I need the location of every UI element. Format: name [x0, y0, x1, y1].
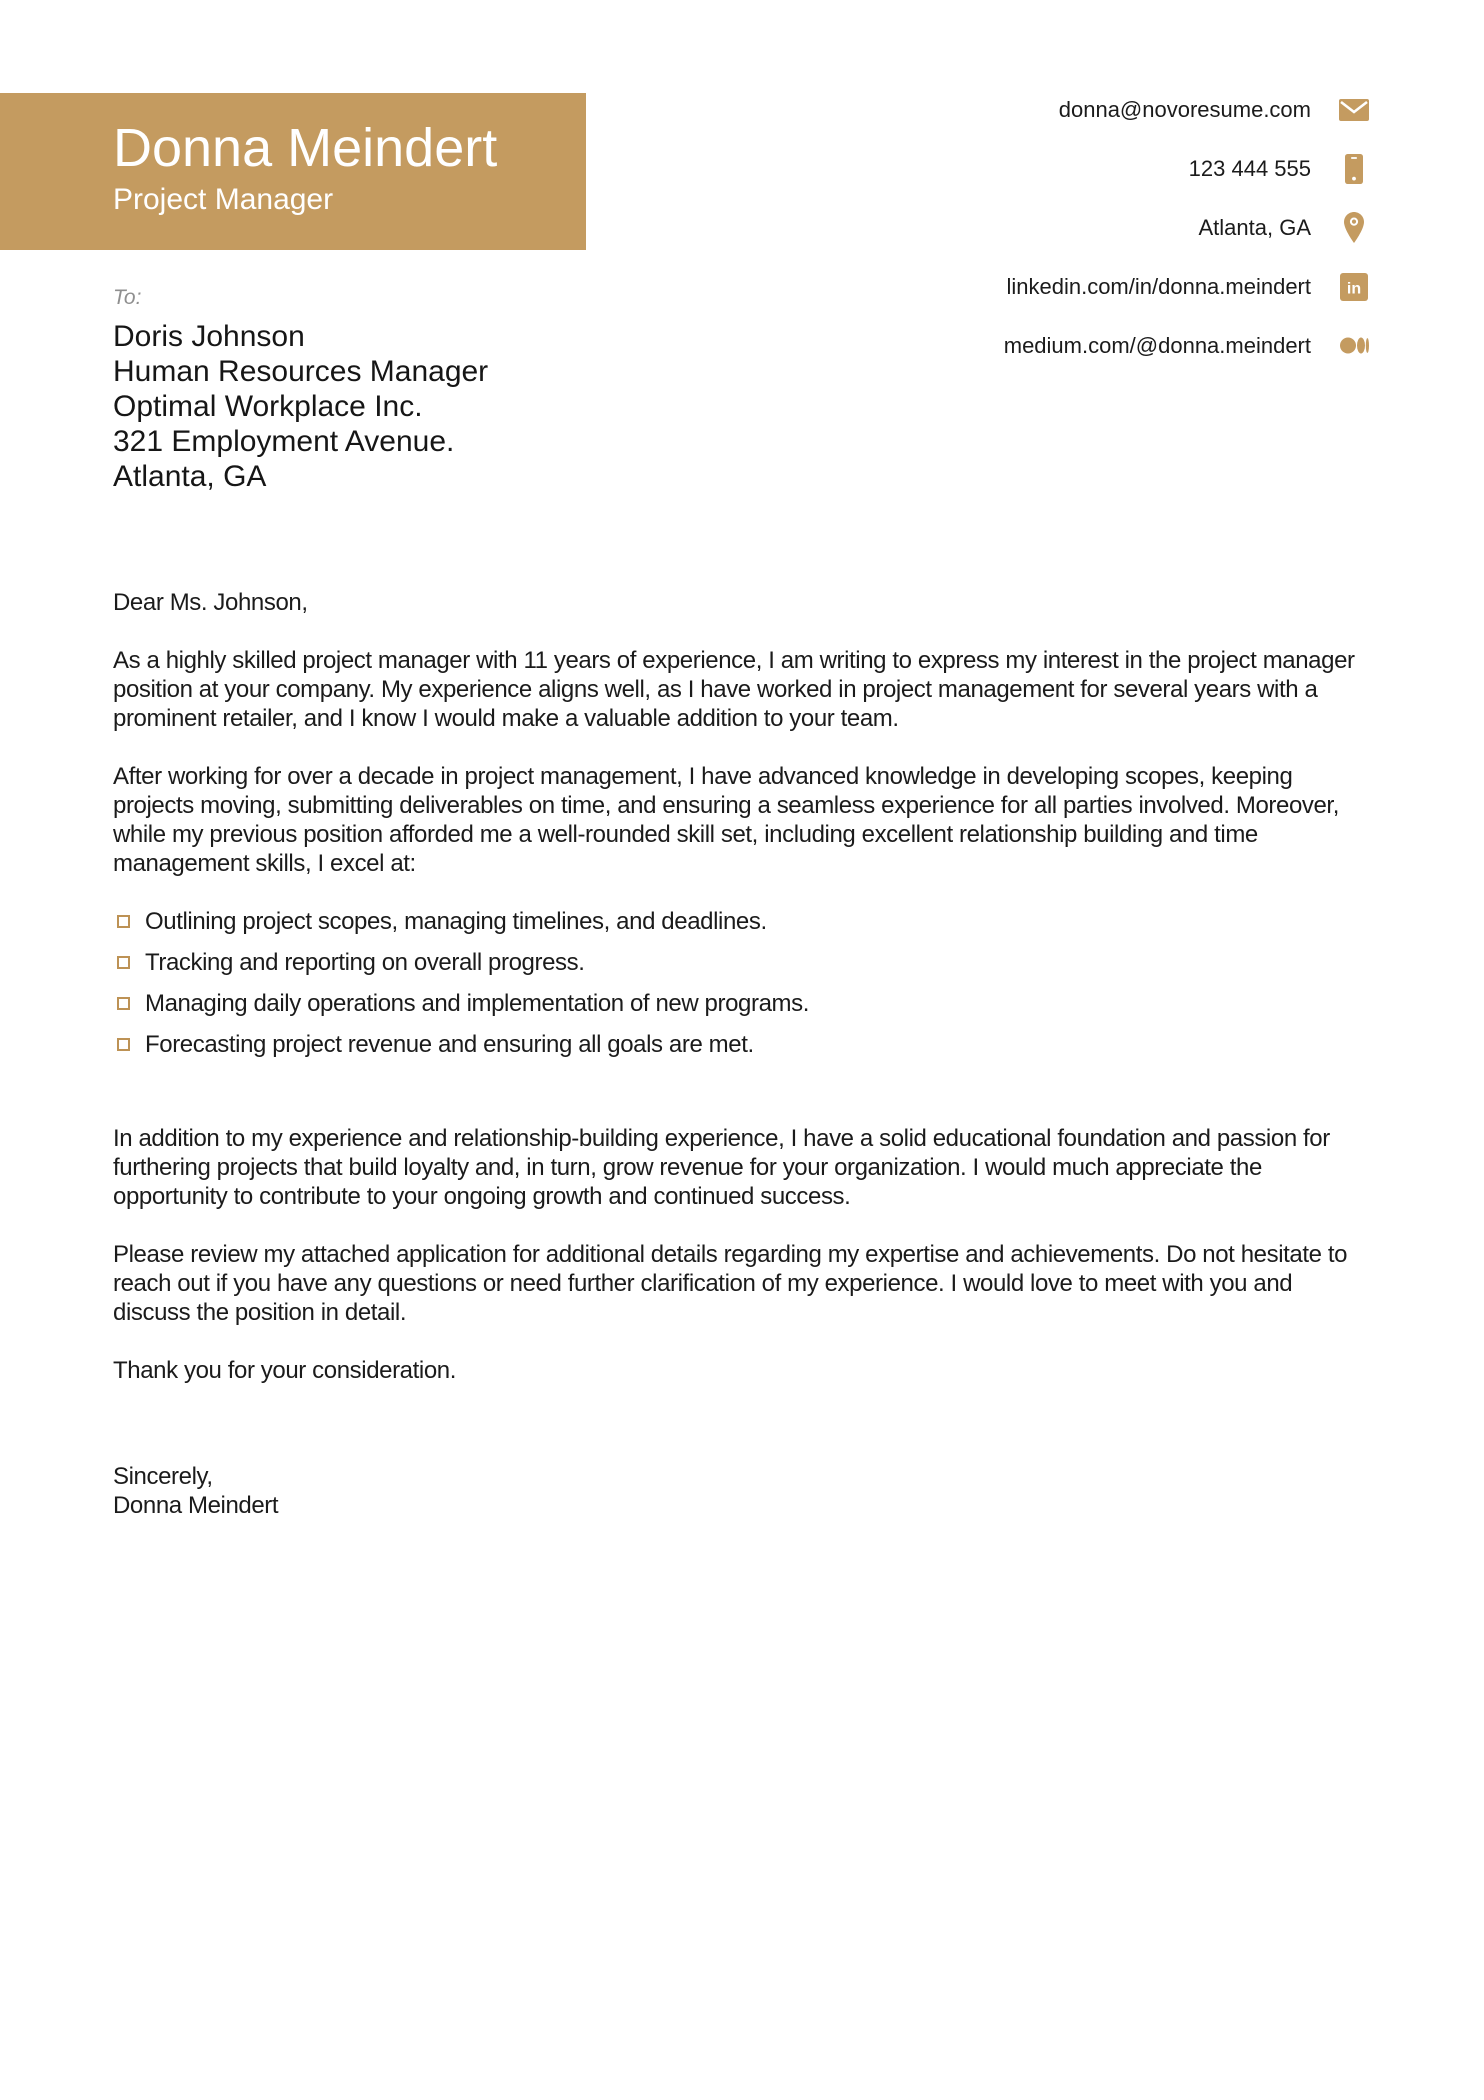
list-item [113, 989, 1375, 1018]
square-bullet-icon [117, 997, 130, 1010]
person-job-title: Project Manager [113, 183, 334, 216]
list-item [113, 1030, 1375, 1059]
skills-list [113, 907, 1375, 1059]
paragraph-experience: After working for over a decade in project management, I have advanced knowledge in developing scopes, keeping projects moving, submitting deliverables on time, and ensuring a seamless experience for all parties involved. Moreover, while my previous position afforded me a well-rounded skill set, including excellent relationship building and time management skills, I excel at: [113, 763, 1339, 877]
email-icon [1337, 99, 1371, 121]
square-bullet-icon [117, 1038, 130, 1051]
phone-icon [1337, 154, 1371, 184]
contact-item-phone [1004, 139, 1371, 198]
letter-body [113, 588, 1375, 1520]
contact-item-location [1004, 198, 1371, 257]
phone-number: 123 444 555 [1188, 155, 1311, 181]
square-bullet-icon [117, 915, 130, 928]
list-item-text: Outlining project scopes, managing timelines, and deadlines. [145, 908, 767, 935]
list-item [113, 907, 1375, 936]
location-text: Atlanta, GA [1198, 214, 1311, 240]
to-label: To: [113, 286, 142, 309]
closing-line: Sincerely, [113, 1463, 213, 1490]
medium-link[interactable]: medium.com/@donna.meindert [1003, 332, 1311, 358]
list-item-text: Managing daily operations and implementation of new programs. [145, 990, 809, 1017]
person-name: Donna Meindert [113, 118, 498, 178]
list-item [113, 948, 1375, 977]
linkedin-icon [1337, 273, 1371, 301]
contact-item-medium [1004, 316, 1371, 375]
signature-name: Donna Meindert [113, 1492, 279, 1519]
square-bullet-icon [117, 956, 130, 969]
contact-item-linkedin [1004, 257, 1371, 316]
contact-list [1004, 80, 1371, 375]
svg-text:in: in [1346, 280, 1362, 297]
list-item-text: Tracking and reporting on overall progress. [145, 949, 585, 976]
location-icon [1337, 212, 1371, 243]
paragraph-education: In addition to my experience and relationship-building experience, I have a solid educational foundation and passion for furthering projects that build loyalty and, in turn, grow revenue for your organization. I would much appreciate the opportunity to contribute to your ongoing growth and continued success. [113, 1125, 1330, 1210]
email-link[interactable]: donna@novoresume.com [1058, 96, 1311, 122]
list-item-text: Forecasting project revenue and ensuring all goals are met. [145, 1031, 754, 1058]
recipient-lines [113, 319, 488, 494]
paragraph-review: Please review my attached application for additional details regarding my expertise and achievements. Do not hesitate to reach out if you have any questions or need further clarification of my experience. I would love to meet with you and discuss the position in detail. [113, 1241, 1348, 1326]
recipient-title: Human Resources Manager [113, 355, 489, 388]
header-band [0, 93, 586, 250]
salutation: Dear Ms. Johnson, [113, 589, 308, 616]
thank-you-line: Thank you for your consideration. [113, 1357, 456, 1384]
contact-item-email [1004, 80, 1371, 139]
recipient-address: 321 Employment Avenue. [113, 425, 455, 458]
linkedin-link[interactable]: linkedin.com/in/donna.meindert [1006, 273, 1311, 299]
medium-icon [1337, 337, 1371, 354]
recipient-block [113, 285, 488, 494]
recipient-name: Doris Johnson [113, 320, 305, 353]
recipient-city: Atlanta, GA [113, 460, 267, 493]
paragraph-intro: As a highly skilled project manager with 11 years of experience, I am writing to express my interest in the project manager position at your company. My experience aligns well, as I have worked in project management for several years with a prominent retailer, and I know I would make a valuable addition to your team. [113, 647, 1355, 732]
recipient-company: Optimal Workplace Inc. [113, 390, 423, 423]
